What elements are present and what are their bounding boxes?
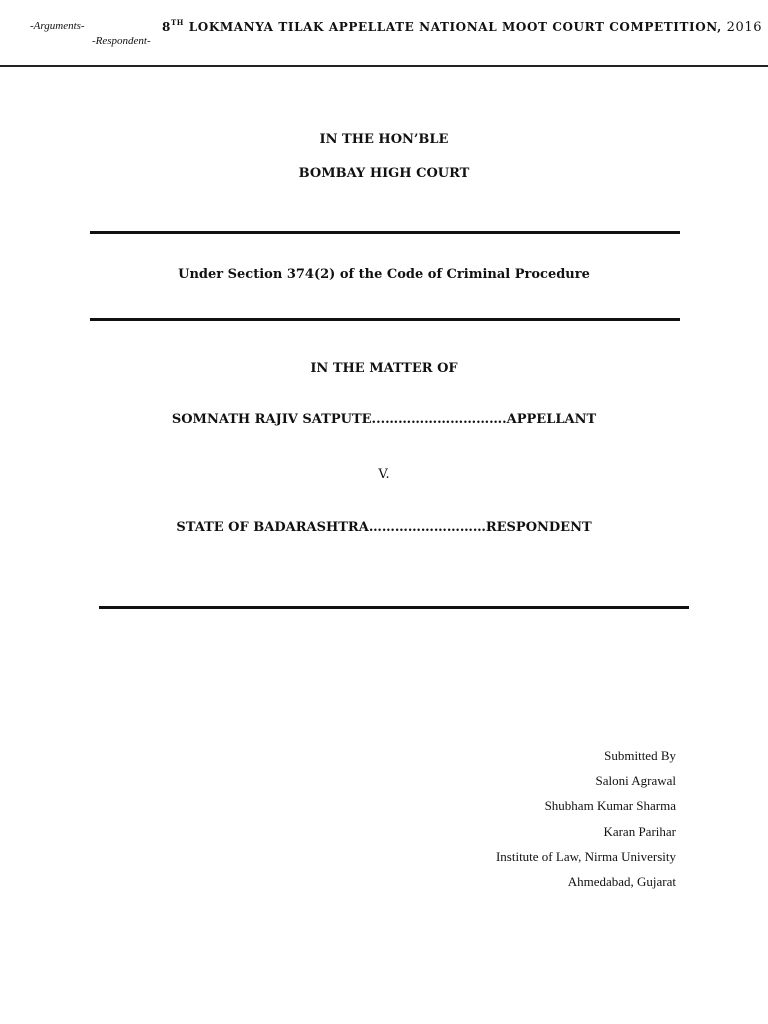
title-text: LOKMANYA TILAK APPELLATE NATIONAL MOOT COURT COMPETITION,	[188, 20, 722, 34]
institute: Institute of Law, Nirma University	[495, 849, 676, 864]
submitted-by-label: Submitted By	[604, 748, 676, 763]
appellant-line: SOMNATH RAJIV SATPUTE...……………………….APPELLANT	[171, 412, 597, 427]
header-left-respondent: -Respondent-	[92, 35, 151, 47]
section-text: Under Section 374(2) of the Code of Criminal Procedure	[178, 267, 590, 282]
header-competition-title	[162, 18, 762, 35]
respondent-line: STATE OF BADARASHTRA………………………RESPONDENT	[176, 520, 592, 535]
submitter-name: Shubham Kumar Sharma	[544, 798, 676, 813]
matter-rule	[99, 606, 689, 609]
court-line-2: BOMBAY HIGH COURT	[298, 166, 470, 181]
submitter-name: Karan Parihar	[603, 824, 676, 839]
header-left-arguments: -Arguments-	[30, 20, 85, 32]
court-line-1: IN THE HON’BLE	[319, 132, 449, 147]
header-divider	[0, 65, 768, 67]
title-year: 2016	[726, 20, 763, 35]
matter-heading: IN THE MATTER OF	[310, 361, 458, 376]
location: Ahmedabad, Gujarat	[567, 874, 676, 889]
versus: V.	[378, 467, 390, 482]
title-ordinal: 8	[162, 20, 171, 34]
section-rule-bottom	[90, 318, 680, 321]
submitter-name: Saloni Agrawal	[595, 773, 676, 788]
title-ordinal-suffix: TH	[170, 18, 184, 27]
section-rule-top	[90, 231, 680, 234]
